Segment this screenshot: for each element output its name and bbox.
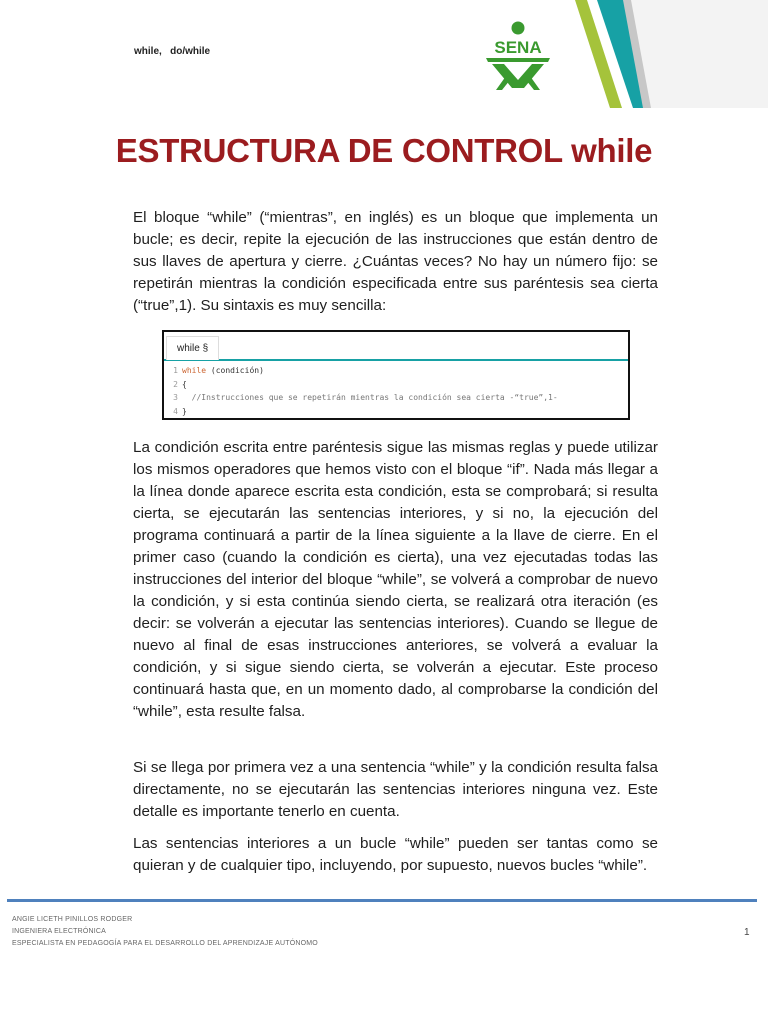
code-line: 2 { [173,379,187,389]
first-time-paragraph: Si se llega por primera vez a una sentencia “while” y la condición resulta falsa directamente, no se ejecutarán las sentencias interiores ninguna vez. Este detalle es importante tenerlo en cuenta. [133,759,658,820]
header-label: while, do/while [134,46,211,57]
footer-specialty: ESPECIALISTA EN PEDAGOGÍA PARA EL DESARROLLO DEL APRENDIZAJE AUTÓNOMO [12,940,318,947]
footer-degree: INGENIERA ELECTRÓNICA [12,928,107,935]
code-line: 3 //Instrucciones que se repetirán mientras la condición sea cierta -“true”,1- [173,393,558,402]
footer-divider [7,899,757,902]
code-line: 4 } [173,406,187,416]
code-tab: while § [166,336,219,360]
code-line: 1 while (condición) [173,366,264,375]
condition-paragraph: La condición escrita entre paréntesis sigue las mismas reglas y puede utilizar los mismos operadores que hemos visto con el bloque “if”. Nada más llegar a la línea donde aparece escrita esta condición, esta se comprobará; si resulta cierta, se ejecutarán las sentencias interiores, y si no, la ejecución del programa continuará a partir de la línea siguiente a la llave de cierre. En el primer caso (cuando la condición es cierta), una vez ejecutadas todas las instrucciones del interior del bloque “while”, se volverá a comprobar de nuevo la condición, y si esta continúa siendo cierta, se realizará otra iteración (es decir: se volverán a ejecutar las sentencias interiores). Cuando se llegue de nuevo al final de esas instrucciones anteriores, se volverá a evaluar la condición, y si sigue siendo cierta, se volverán a ejecutar. Este proceso continuará hasta que, en un momento dado, al comprobarse la condición del “while”, esta resulte falsa. [133,439,658,720]
page-number: 1 [744,927,750,938]
sena-logo-icon [478,20,558,92]
footer-author: ANGIE LICETH PINILLOS RODGER [12,916,133,923]
nested-loops-paragraph: Las sentencias interiores a un bucle “while” pueden ser tantas como se quieran y de cualquier tipo, incluyendo, por supuesto, nuevos bucles “while”. [133,835,658,874]
header-decoration [575,0,768,110]
code-editor [162,330,630,420]
intro-paragraph: El bloque “while” (“mientras”, en inglés) es un bloque que implementa un bucle; es decir, repite la ejecución de las instrucciones que están dentro de sus llaves de apertura y cierre. ¿Cuántas veces? No hay un número fijo: se repetirán mientras la condición especificada entre sus paréntesis sea cierta (“true”,1). Su sintaxis es muy sencilla: [133,209,658,314]
page-title: ESTRUCTURA DE CONTROL while [115,132,653,169]
code-tab-bar [164,332,628,361]
code-lines [164,361,628,418]
logo-text: SENA [494,38,542,57]
